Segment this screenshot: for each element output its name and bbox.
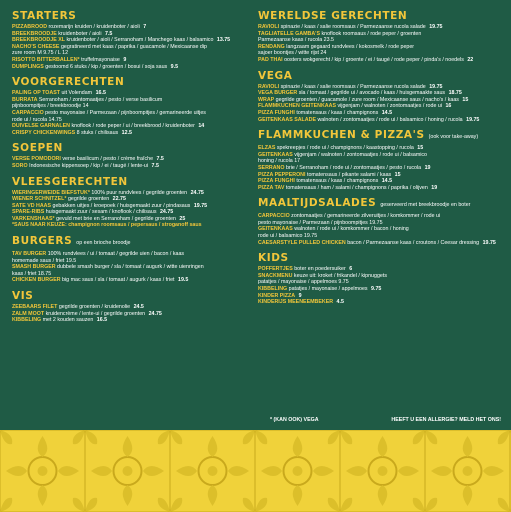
menu-item bbox=[258, 117, 504, 124]
item-name: RISOTTO BITTERBALLEN* bbox=[12, 56, 80, 63]
item-description: spekreepjes / rode ui / champignons / kaastopping / rucola bbox=[276, 145, 414, 152]
item-description-continued: patatjes / mayonaise / appelmoes 9.75 bbox=[258, 279, 349, 286]
item-description: spinazie / kaas / salie roomsaus / Parmezaanse rucola salade bbox=[280, 24, 426, 30]
item-description: truffelmayonaise bbox=[81, 56, 120, 63]
menu-item bbox=[12, 110, 252, 123]
item-description: gegrilde groenten / kruidenolie bbox=[58, 304, 131, 311]
menu-item bbox=[258, 31, 504, 44]
item-description: tomatensaus / pikante salami / kaas bbox=[306, 171, 392, 178]
menu-section bbox=[12, 176, 252, 230]
item-description: vijgenjam / walnoten / zontomaatjes / rode ui / balsamico bbox=[294, 151, 428, 158]
item-name: GEITENKAAS bbox=[258, 151, 293, 158]
item-name: VARKENSHAAS* bbox=[12, 215, 55, 222]
item-name: WIERINGERWEIDE BIEFSTUK* bbox=[12, 189, 90, 196]
item-price: 19.75 bbox=[193, 202, 208, 209]
menu-item bbox=[12, 57, 252, 64]
section-title bbox=[258, 197, 504, 211]
item-name: ZALM MOOT bbox=[12, 310, 45, 317]
menu-item bbox=[258, 240, 504, 247]
item-name: PIZZA FUNGHI bbox=[258, 178, 295, 185]
item-name: ELZAS bbox=[258, 145, 276, 152]
item-price: 19.5 bbox=[178, 277, 189, 284]
section-title bbox=[258, 70, 504, 82]
item-name: CRISPY CHICKENWINGS bbox=[12, 129, 76, 136]
section-title-text: VIS bbox=[12, 290, 34, 303]
item-description: walnoten / rode ui / komkommer / bacon / honing bbox=[294, 226, 409, 233]
item-description: dubbele smash burger / sla / tomaat / augurk / witte uienringen bbox=[57, 264, 204, 271]
item-name: PIZZABROOD bbox=[12, 24, 48, 30]
section-title-text: VEGA bbox=[258, 69, 293, 82]
item-price: 9.5 bbox=[170, 63, 179, 70]
item-price: 15 bbox=[462, 96, 469, 103]
section-title bbox=[12, 76, 252, 88]
item-name: SATE VD HAAS bbox=[12, 202, 52, 209]
item-description-continued: Parmezaanse kaas / rucola 23.5 bbox=[258, 37, 334, 44]
item-description-continued: zure room M 9.75 / L 12 bbox=[12, 50, 69, 57]
menu-item bbox=[12, 196, 252, 203]
item-description: oosters wokgerecht / kip / groente / ei / taugé / rode peper / pinda's / noedels bbox=[284, 56, 464, 63]
item-name: RAVIOLI bbox=[258, 83, 280, 90]
item-description: gestoomd 6 stuks / kip / groenten / bosui / soja saus bbox=[45, 63, 168, 70]
item-description: verse basilicum / pesto / crème fraîche bbox=[62, 156, 154, 163]
item-name: PIZZA TAV bbox=[258, 184, 285, 191]
item-description-continued: homemade saus / friet 19.5 bbox=[12, 257, 77, 264]
menu-item bbox=[12, 37, 252, 44]
item-description-continued: kaas / friet 18.75 bbox=[12, 270, 52, 277]
tile-pattern-graphic bbox=[0, 430, 511, 512]
item-name: FLAMMKUCHEN GEITENKAAS bbox=[258, 103, 336, 110]
menu-item bbox=[12, 44, 252, 57]
menu-item bbox=[12, 24, 252, 31]
menu-item bbox=[12, 277, 252, 284]
menu-section bbox=[258, 252, 504, 306]
allergy-notice: HEEFT U EEN ALLERGIE? MELD HET ONS! bbox=[391, 417, 501, 423]
item-description: Indonesische kippensoep / kip / ei / taugé / lente-ui bbox=[29, 162, 149, 169]
item-price: 24.5 bbox=[133, 304, 144, 311]
item-price: 16.5 bbox=[96, 317, 108, 324]
item-name: PAD THAI bbox=[258, 56, 283, 63]
item-description: pesto mayonaise / Parmezaan / pijnboompitjes / gemarineerde uitjes bbox=[45, 109, 206, 116]
item-price: 12.5 bbox=[121, 129, 132, 136]
item-price: 7 bbox=[143, 24, 147, 30]
item-description-continued: pijnboompitjes / breekbroodje 14 bbox=[12, 103, 89, 110]
menu-item bbox=[12, 163, 252, 170]
item-description-continued: rode ui / balsamico 19.75 bbox=[258, 233, 318, 240]
menu-item bbox=[12, 190, 252, 197]
section-title bbox=[12, 235, 252, 249]
item-price: 19.75 bbox=[429, 24, 443, 30]
menu-item bbox=[12, 156, 252, 163]
item-description: bacon / Parmezaanse kaas / croutons / Ceesar dressing bbox=[347, 239, 480, 246]
item-price: 24.75 bbox=[190, 189, 204, 196]
menu-item bbox=[258, 299, 504, 306]
item-description: Serranoham / zontomaatjes / pesto / verse basilicum bbox=[38, 96, 163, 103]
item-name: BREEKBROODJE XL bbox=[12, 37, 65, 44]
section-title bbox=[12, 142, 252, 154]
item-name: KIBBELING bbox=[12, 317, 42, 324]
item-description-continued: pesto mayonaise / Parmezaan / pijnboompitjes 19.75 bbox=[258, 219, 383, 226]
menu-item bbox=[258, 172, 504, 179]
item-name: GEITENKAAS SALADE bbox=[258, 116, 316, 123]
item-description: langzaam gegaard rundvlees / kokosmelk / rode peper bbox=[286, 43, 415, 50]
item-description: tomatensaus / kaas / champignons bbox=[296, 109, 379, 116]
menu-item bbox=[258, 57, 504, 64]
menu-item bbox=[12, 64, 252, 71]
item-description: kruidencrème / lente-ui / gegrilde groenten bbox=[45, 310, 146, 317]
menu-item bbox=[258, 44, 504, 57]
menu-column-left bbox=[12, 10, 252, 330]
item-name: WIENER SCHNITZEL* bbox=[12, 196, 67, 203]
item-description: tomatensaus / kaas / champignons bbox=[296, 178, 379, 185]
item-price: 19.75 bbox=[482, 239, 496, 246]
item-description: gevuld met brie en Serranoham / gegrilde groenten bbox=[56, 215, 176, 222]
decorative-tile-pattern bbox=[0, 430, 511, 512]
item-name: TAV BURGER bbox=[12, 251, 47, 258]
menu-item bbox=[12, 203, 252, 210]
item-name: PALING OP TOAST bbox=[12, 90, 60, 97]
item-description: vijgenjam / walnoten / zontomaatjes / rode ui bbox=[337, 103, 442, 110]
item-description: gegratineerd met kaas / paprika / guacamole / Mexicaanse dip bbox=[60, 43, 207, 50]
item-price: 9.75 bbox=[371, 286, 382, 293]
menu-item bbox=[258, 152, 504, 165]
section-title bbox=[258, 129, 504, 143]
menu-item bbox=[12, 251, 252, 264]
item-name: SERRANO bbox=[258, 164, 285, 171]
menu-item bbox=[258, 103, 504, 110]
item-description: knoflook / rode peper / ui / breekbrood / kruidenboter bbox=[71, 123, 195, 130]
item-description: zontomaatjes / gemarineerde zilveruitjes / komkommer / rode ui bbox=[291, 213, 441, 220]
section-title bbox=[12, 10, 252, 22]
item-price: 19.75 bbox=[429, 83, 443, 90]
item-name: DUMPLINGS bbox=[12, 63, 44, 70]
menu-section bbox=[12, 76, 252, 136]
item-description: keuze uit: kroket / frikandel / kipnuggets bbox=[293, 272, 387, 279]
menu-section bbox=[258, 129, 504, 191]
section-title-text: MAALTIJDSALADES bbox=[258, 197, 377, 210]
menu-item bbox=[258, 165, 504, 172]
item-name: SORO bbox=[12, 162, 28, 169]
menu-item bbox=[12, 31, 252, 38]
menu-item bbox=[258, 84, 504, 91]
item-name: BREEKBROODJE bbox=[12, 30, 57, 37]
item-name: VEGA BURGER bbox=[258, 90, 298, 97]
item-description: kruidenboter / aioli bbox=[58, 30, 102, 37]
section-title-text: VOORGERECHTEN bbox=[12, 76, 125, 89]
menu-item bbox=[258, 273, 504, 286]
item-price: 7.5 bbox=[156, 156, 164, 163]
item-name: RENDANG bbox=[258, 43, 285, 50]
menu-section bbox=[12, 142, 252, 169]
section-title bbox=[12, 290, 252, 302]
item-name: SMASH BURGER bbox=[12, 264, 56, 271]
menu-section bbox=[12, 10, 252, 70]
item-price: 16.5 bbox=[95, 90, 106, 97]
menu-item bbox=[12, 216, 252, 223]
menu-item bbox=[12, 304, 252, 311]
section-extra-note: *SAUS NAAR KEUZE: champignon roomsaus / pepersaus / stroganoff saus bbox=[12, 222, 202, 229]
item-price: 7.5 bbox=[151, 162, 159, 169]
item-description: walnoten / zontomaatjes / rode ui / balsamico / honing / rucola bbox=[317, 116, 463, 123]
item-description: sla / tomaat / gegrilde ui / avocado / kaas / huisgemaakte saus bbox=[298, 90, 446, 97]
item-description: spinazie / kaas / salie roomsaus / Parmezaanse rucola salade bbox=[280, 83, 426, 90]
section-title-text: SOEPEN bbox=[12, 142, 63, 155]
section-note: geserveerd met breekbroodje en boter bbox=[380, 202, 471, 209]
section-title-text: STARTERS bbox=[12, 10, 77, 22]
item-description: boter en poedersuiker bbox=[294, 266, 346, 273]
section-note: op een brioche broodje bbox=[76, 240, 131, 247]
item-price: 7.5 bbox=[105, 30, 113, 37]
section-title bbox=[258, 10, 504, 22]
item-name: POFFERTJES bbox=[258, 266, 293, 273]
item-description: patatjes / mayonaise / appelmoes bbox=[288, 286, 368, 293]
section-title-text: WERELDSE GERECHTEN bbox=[258, 10, 408, 22]
menu-section bbox=[258, 10, 504, 64]
item-description: uit Volendam bbox=[61, 90, 93, 97]
item-name: ZEEBAARS FILET bbox=[12, 304, 58, 311]
item-name: VERSE POMODORI bbox=[12, 156, 61, 163]
item-name: KIBBELING bbox=[258, 286, 288, 293]
item-name: KINDERIJS MEENEEMBEKER bbox=[258, 299, 334, 306]
item-price: 24.75 bbox=[148, 310, 162, 317]
item-name: TAGLIATELLE GAMBA'S bbox=[258, 30, 320, 37]
menu-item bbox=[12, 123, 252, 130]
item-name: CARPACCIO bbox=[12, 109, 44, 116]
menu-item bbox=[258, 293, 504, 300]
item-name: RAVIOLI bbox=[258, 24, 280, 30]
item-name: GEITENKAAS bbox=[258, 226, 293, 233]
item-description: rozemarijn kruiden / kruidenboter / aioli bbox=[48, 24, 140, 30]
item-price: 15 bbox=[417, 145, 424, 152]
menu-item bbox=[12, 90, 252, 97]
menu-item bbox=[258, 24, 504, 31]
item-price: 22 bbox=[467, 56, 474, 63]
item-description: 100% puur rundvlees / gegrilde groenten bbox=[91, 189, 188, 196]
item-price: 13.75 bbox=[216, 37, 231, 44]
item-description: gegrilde groenten bbox=[67, 196, 110, 203]
menu-section bbox=[12, 235, 252, 284]
menu-item bbox=[12, 97, 252, 110]
item-name: PIZZA PEPPERONI bbox=[258, 171, 306, 178]
section-title bbox=[12, 176, 252, 188]
menu-item bbox=[12, 264, 252, 277]
menu-section bbox=[258, 197, 504, 246]
item-price: 18.75 bbox=[448, 90, 462, 97]
item-name: SNACKMENU bbox=[258, 272, 293, 279]
item-price: 9 bbox=[298, 292, 302, 299]
vega-footnote: * (KAN OOK) VEGA bbox=[270, 417, 319, 423]
menu-item bbox=[258, 286, 504, 293]
item-description: 8 stuks / chilisaus bbox=[76, 129, 119, 136]
item-price: 19.75 bbox=[466, 116, 480, 123]
item-price: 9 bbox=[123, 56, 127, 63]
item-description: knoflook roomsaus / rode peper / groenten bbox=[321, 30, 422, 37]
item-description-continued: sajoer boontjes / witte rijst 24 bbox=[258, 50, 327, 57]
menu-item bbox=[12, 130, 252, 137]
item-name: BURRATA bbox=[12, 96, 38, 103]
section-title bbox=[258, 252, 504, 264]
item-description: gegrilde groenten / guacamole / zure room / Mexicaanse saus / nacho's / kaas bbox=[275, 96, 459, 103]
menu-item bbox=[258, 90, 504, 97]
item-price: 15 bbox=[394, 171, 401, 178]
item-name: NACHO'S CHEESE bbox=[12, 43, 60, 50]
menu-item bbox=[258, 185, 504, 192]
item-description: brie / Serranoham / rode ui / zontomaatjes / pesto / rucola bbox=[285, 164, 422, 171]
item-description: met 2 kouden sauzen bbox=[42, 317, 94, 324]
item-description: tomatensaus / ham / salami / champignons / paprika / olijven bbox=[285, 184, 428, 191]
item-price: 19 bbox=[424, 164, 431, 171]
item-name: WRAP bbox=[258, 96, 275, 103]
item-name: KINDER PIZZA bbox=[258, 292, 296, 299]
item-name: CAESARSTYLE PULLED CHICKEN bbox=[258, 239, 346, 246]
item-description: kruidenboter / aioli / Serranoham / Manchego kaas / balsamico bbox=[66, 37, 214, 44]
item-price: 25 bbox=[179, 215, 186, 222]
menu-item bbox=[258, 266, 504, 273]
menu-item bbox=[12, 209, 252, 216]
item-description-continued: honing / rucola 17 bbox=[258, 158, 301, 165]
menu-item bbox=[12, 311, 252, 318]
item-name: DUIVELSE GARNALEN bbox=[12, 123, 70, 130]
item-price: 6 bbox=[349, 266, 353, 273]
item-price: 16 bbox=[445, 103, 452, 110]
menu-item bbox=[258, 213, 504, 226]
item-description: big mac saus / sla / tomaat / augurk / kaas / friet bbox=[62, 277, 175, 284]
section-note: (ook voor take-away) bbox=[428, 134, 479, 141]
item-description: gebakken uitjes / kroepoek / huisgemaakt zuur / pindasaus bbox=[52, 202, 191, 209]
item-name: CARPACCIO bbox=[258, 213, 290, 220]
menu-section bbox=[12, 290, 252, 324]
menu-section bbox=[258, 70, 504, 124]
item-name: SPARE-RIBS bbox=[12, 209, 45, 216]
item-price: 4.5 bbox=[336, 299, 344, 306]
section-title-text: BURGERS bbox=[12, 235, 73, 248]
item-price: 14.5 bbox=[381, 109, 393, 116]
section-title-text: FLAMMKUCHEN & PIZZA'S bbox=[258, 129, 425, 142]
item-price: 19 bbox=[431, 184, 438, 191]
menu-item bbox=[258, 226, 504, 239]
item-name: CHICKEN BURGER bbox=[12, 277, 61, 284]
item-description: huisgemaakt zuur / sesam / knoflook / chilisaus bbox=[45, 209, 157, 216]
item-price: 14.5 bbox=[381, 178, 393, 185]
item-price: 14 bbox=[198, 123, 205, 130]
menu-item bbox=[258, 97, 504, 104]
section-title-text: KIDS bbox=[258, 252, 289, 265]
item-description-continued: rode ui / rucola 14.75 bbox=[12, 116, 62, 123]
menu-item bbox=[258, 110, 504, 117]
menu-item bbox=[12, 317, 252, 324]
menu-column-right bbox=[258, 10, 504, 312]
item-price: 24.75 bbox=[159, 209, 174, 216]
item-price: 22.75 bbox=[112, 196, 126, 203]
menu-item bbox=[258, 145, 504, 152]
section-title-text: VLEESGERECHTEN bbox=[12, 175, 128, 188]
item-name: PIZZA FUNGHI bbox=[258, 109, 295, 116]
menu-item bbox=[258, 178, 504, 185]
item-description: 100% rundvlees / ui / tomaat / gegrilde uien / bacon / kaas bbox=[47, 251, 185, 258]
